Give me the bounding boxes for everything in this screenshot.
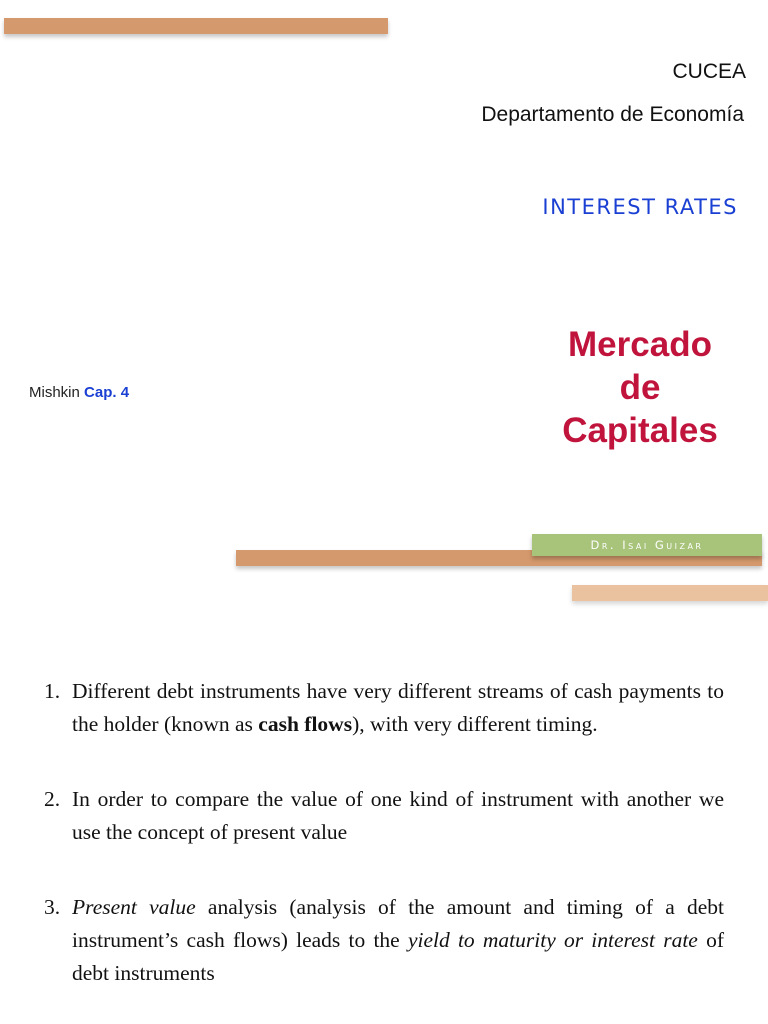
text-segment: Different debt instruments have very different streams of cash payments to the holder (known as: [72, 679, 724, 736]
text-segment: ), with very different timing.: [352, 712, 598, 736]
source-chapter: Cap. 4: [84, 384, 130, 401]
presenter-banner: [532, 534, 762, 556]
title-line-3: Capitales: [562, 411, 718, 450]
presenter-name: Dr. Isai Guizar: [590, 538, 704, 552]
list-item: [44, 783, 724, 849]
list-text: [72, 675, 724, 741]
bold-term: cash flows: [258, 712, 353, 736]
slide-title: [535, 323, 745, 452]
list-number: 1.: [44, 679, 61, 703]
italic-term: Present value: [72, 895, 196, 919]
list-text: In order to compare the value of one kind of instrument with another we use the concept of present value: [72, 787, 724, 844]
text-segment: analysis (analysis of the amount and timing of a debt instrument’s cash flows) leads to the: [72, 895, 724, 952]
text-segment: of debt instruments: [72, 928, 724, 985]
list-item: [44, 675, 724, 741]
department-name: Departamento de Economía: [481, 103, 744, 126]
source-author: Mishkin: [29, 384, 80, 401]
decorative-bar-top: [4, 18, 388, 34]
source-reference: [29, 384, 129, 401]
italic-term: yield to maturity or interest rate: [407, 928, 698, 952]
list-item: [44, 891, 724, 990]
decorative-bar-lower: [572, 585, 768, 601]
title-line-1: Mercado: [568, 325, 712, 364]
institution-name: CUCEA: [672, 60, 746, 83]
list-text: [72, 891, 724, 990]
topic-heading: INTEREST RATES: [542, 195, 738, 219]
key-points-list: [44, 675, 724, 1024]
list-number: 2.: [44, 787, 61, 811]
title-line-2: de: [619, 368, 661, 407]
list-number: 3.: [44, 895, 61, 919]
